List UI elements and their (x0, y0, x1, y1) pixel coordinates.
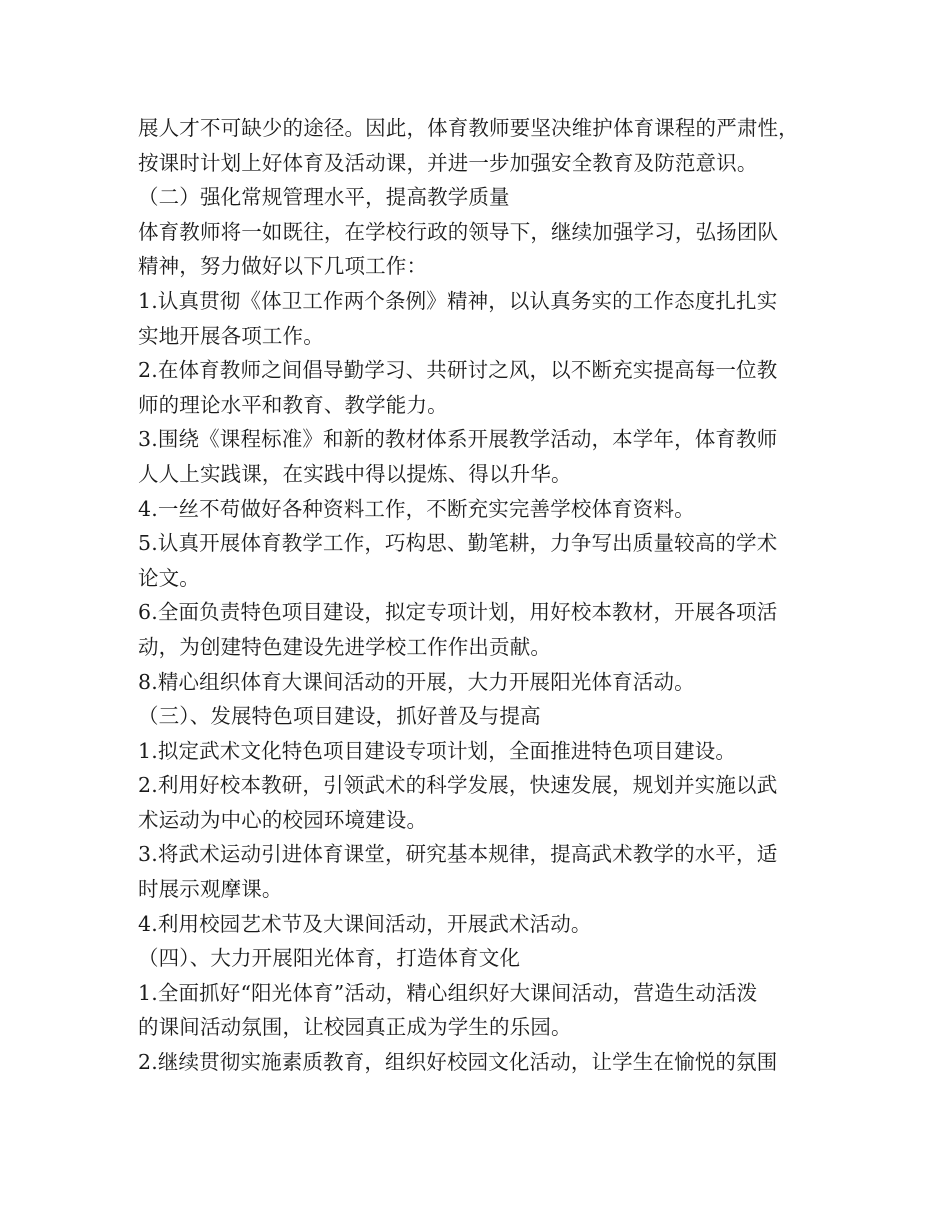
list-item: 2.在体育教师之间倡导勤学习、共研讨之风，以不断充实提高每一位教 (138, 358, 778, 383)
list-item: 4.一丝不苟做好各种资料工作，不断充实完善学校体育资料。 (138, 496, 695, 521)
text-line: 精神，努力做好以下几项工作： (138, 254, 428, 279)
list-item: 8.精心组织体育大课间活动的开展，大力开展阳光体育活动。 (138, 669, 695, 694)
list-item: 2.继续贯彻实施素质教育，组织好校园文化活动，让学生在愉悦的氛围 (138, 1050, 778, 1075)
list-item: 1.认真贯彻《体卫工作两个条例》精神，以认真务实的工作态度扎扎实 (138, 288, 778, 313)
list-item: 5.认真开展体育教学工作，巧构思、勤笔耕，力争写出质量较高的学术 (138, 531, 778, 556)
text-line: 的课间活动氛围，让校园真正成为学生的乐园。 (138, 1015, 572, 1040)
text-line: 体育教师将一如既往，在学校行政的领导下，继续加强学习，弘扬团队 (138, 219, 779, 244)
section-heading: （四）、大力开展阳光体育，打造体育文化 (138, 946, 521, 971)
document-body (138, 111, 828, 1080)
text-line: 按课时计划上好体育及活动课，并进一步加强安全教育及防范意识。 (138, 150, 758, 175)
text-line: 术运动为中心的校园环境建设。 (138, 807, 428, 832)
text-line: 人人上实践课，在实践中得以提炼、得以升华。 (138, 461, 572, 486)
text-line: 师的理论水平和教育、教学能力。 (138, 392, 448, 417)
text-line: 时展示观摩课。 (138, 877, 283, 902)
text-line: 展人才不可缺少的途径。因此，体育教师要坚决维护体育课程的严肃性， (138, 116, 799, 140)
text-line: 实地开展各项工作。 (138, 323, 324, 348)
text-line: 论文。 (138, 565, 200, 590)
list-item: 4.利用校园艺术节及大课间活动，开展武术活动。 (138, 911, 592, 936)
section-heading: （三）、发展特色项目建设，抓好普及与提高 (138, 704, 541, 729)
list-item: 6.全面负责特色项目建设，拟定专项计划，用好校本教材，开展各项活 (138, 600, 778, 625)
list-item: 1.拟定武术文化特色项目建设专项计划，全面推进特色项目建设。 (138, 738, 737, 763)
list-item: 3.将武术运动引进体育课堂，研究基本规律，提高武术教学的水平，适 (138, 842, 778, 867)
section-heading: （二）强化常规管理水平，提高教学质量 (138, 185, 510, 210)
list-item: 1.全面抓好“阳光体育”活动，精心组织好大课间活动，营造生动活泼 (138, 980, 758, 1005)
text-line: 动，为创建特色建设先进学校工作作出贡献。 (138, 634, 551, 659)
list-item: 2.利用好校本教研，引领武术的科学发展，快速发展，规划并实施以武 (138, 773, 778, 798)
list-item: 3.围绕《课程标准》和新的教材体系开展教学活动，本学年，体育教师 (138, 427, 778, 452)
